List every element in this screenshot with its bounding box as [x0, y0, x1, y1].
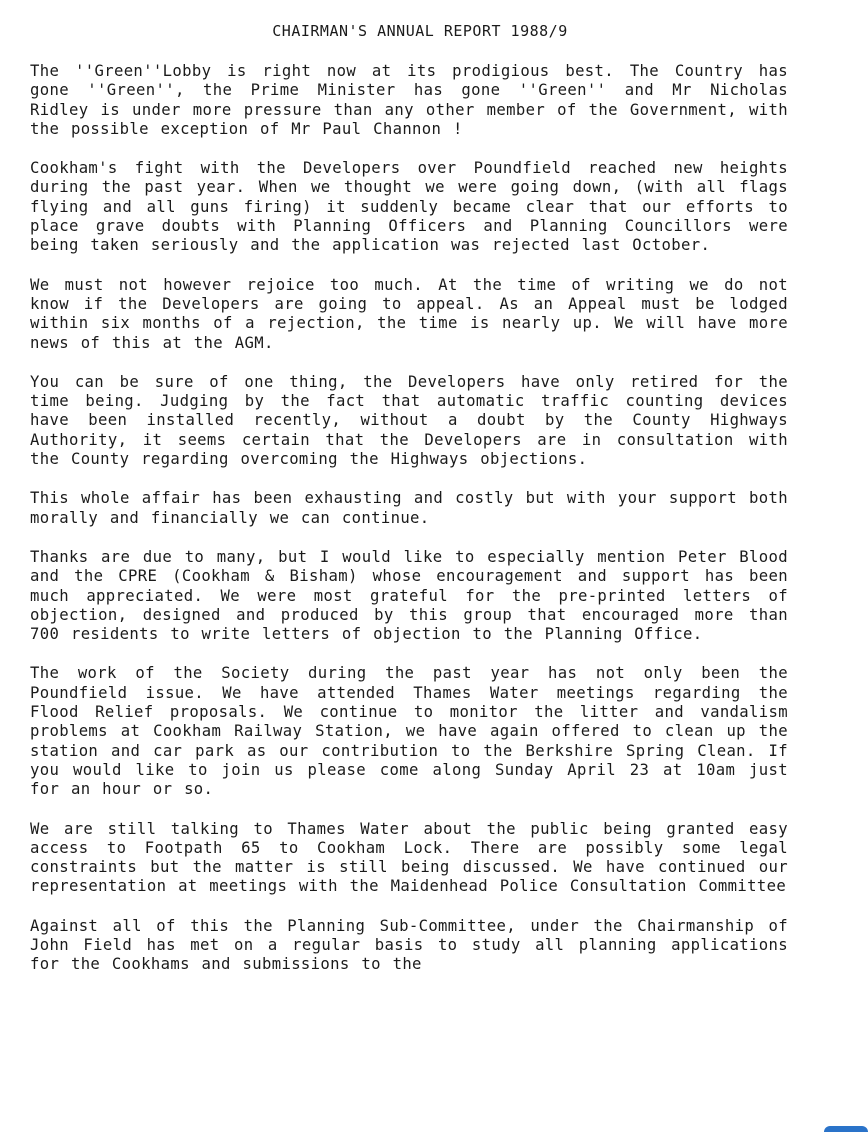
paragraph-planning-subcommittee: Against all of this the Planning Sub-Committee, under the Chairmanship of John Field has met on a regular basis to study all planning applications for the Cookhams and submissions to the	[30, 916, 788, 974]
paragraph-poundfield-fight: Cookham's fight with the Developers over Poundfield reached new heights during the past year. When we thought we were going down, (with all flags flying and all guns firing) it suddenly became clear that our efforts to place grave doubts with Planning Officers and Planning Councillors were being taken seriously and the application was rejected last October.	[30, 159, 788, 255]
paragraph-green-lobby: The ''Green''Lobby is right now at its prodigious best. The Country has gone ''Green'', the Prime Minister has gone ''Green'' and Mr Nicholas Ridley is under more pressure than any other member of the Government, with the possible exception of Mr Paul Channon !	[30, 62, 788, 138]
paragraph-society-work: The work of the Society during the past year has not only been the Poundfield issue. We have attended Thames Water meetings regarding the Flood Relief proposals. We continue to monitor the litter and vandalism problems at Cookham Railway Station, we have again offered to clean up the station and car park as our contribution to the Berkshire Spring Clean. If you would like to join us please come along Sunday April 23 at 10am just for an hour or so.	[30, 664, 788, 799]
scan-edge-mark	[824, 1126, 868, 1132]
paragraph-appeal: We must not however rejoice too much. At the time of writing we do not know if the Developers are going to appeal. As an Appeal must be lodged within six months of a rejection, the time is nearly up. We will have more news of this at the AGM.	[30, 275, 788, 352]
paragraph-thanks: Thanks are due to many, but I would like to especially mention Peter Blood and the CPRE (Cookham & Bisham) whose encouragement and support has been much appreciated. We were most grateful for the pre-printed letters of objection, designed and produced by this group that encouraged more than 700 residents to write letters of objection to the Planning Office.	[30, 547, 788, 644]
document-page	[30, 22, 788, 1132]
report-title: CHAIRMAN'S ANNUAL REPORT 1988/9	[272, 22, 568, 40]
paragraph-developers-retired: You can be sure of one thing, the Developers have only retired for the time being. Judging by the fact that automatic traffic counting devices have been installed recently, without a doubt by the County Highways Authority, it seems certain that the Developers are in consultation with the County regarding overcoming the Highways objections.	[30, 372, 788, 469]
paragraph-support: This whole affair has been exhausting and costly but with your support both morally and financially we can continue.	[30, 489, 788, 527]
paragraph-thames-water: We are still talking to Thames Water about the public being granted easy access to Footpath 65 to Cookham Lock. There are possibly some legal constraints but the matter is still being discussed. We have continued our representation at meetings with the Maidenhead Police Consultation Committee	[30, 819, 788, 896]
